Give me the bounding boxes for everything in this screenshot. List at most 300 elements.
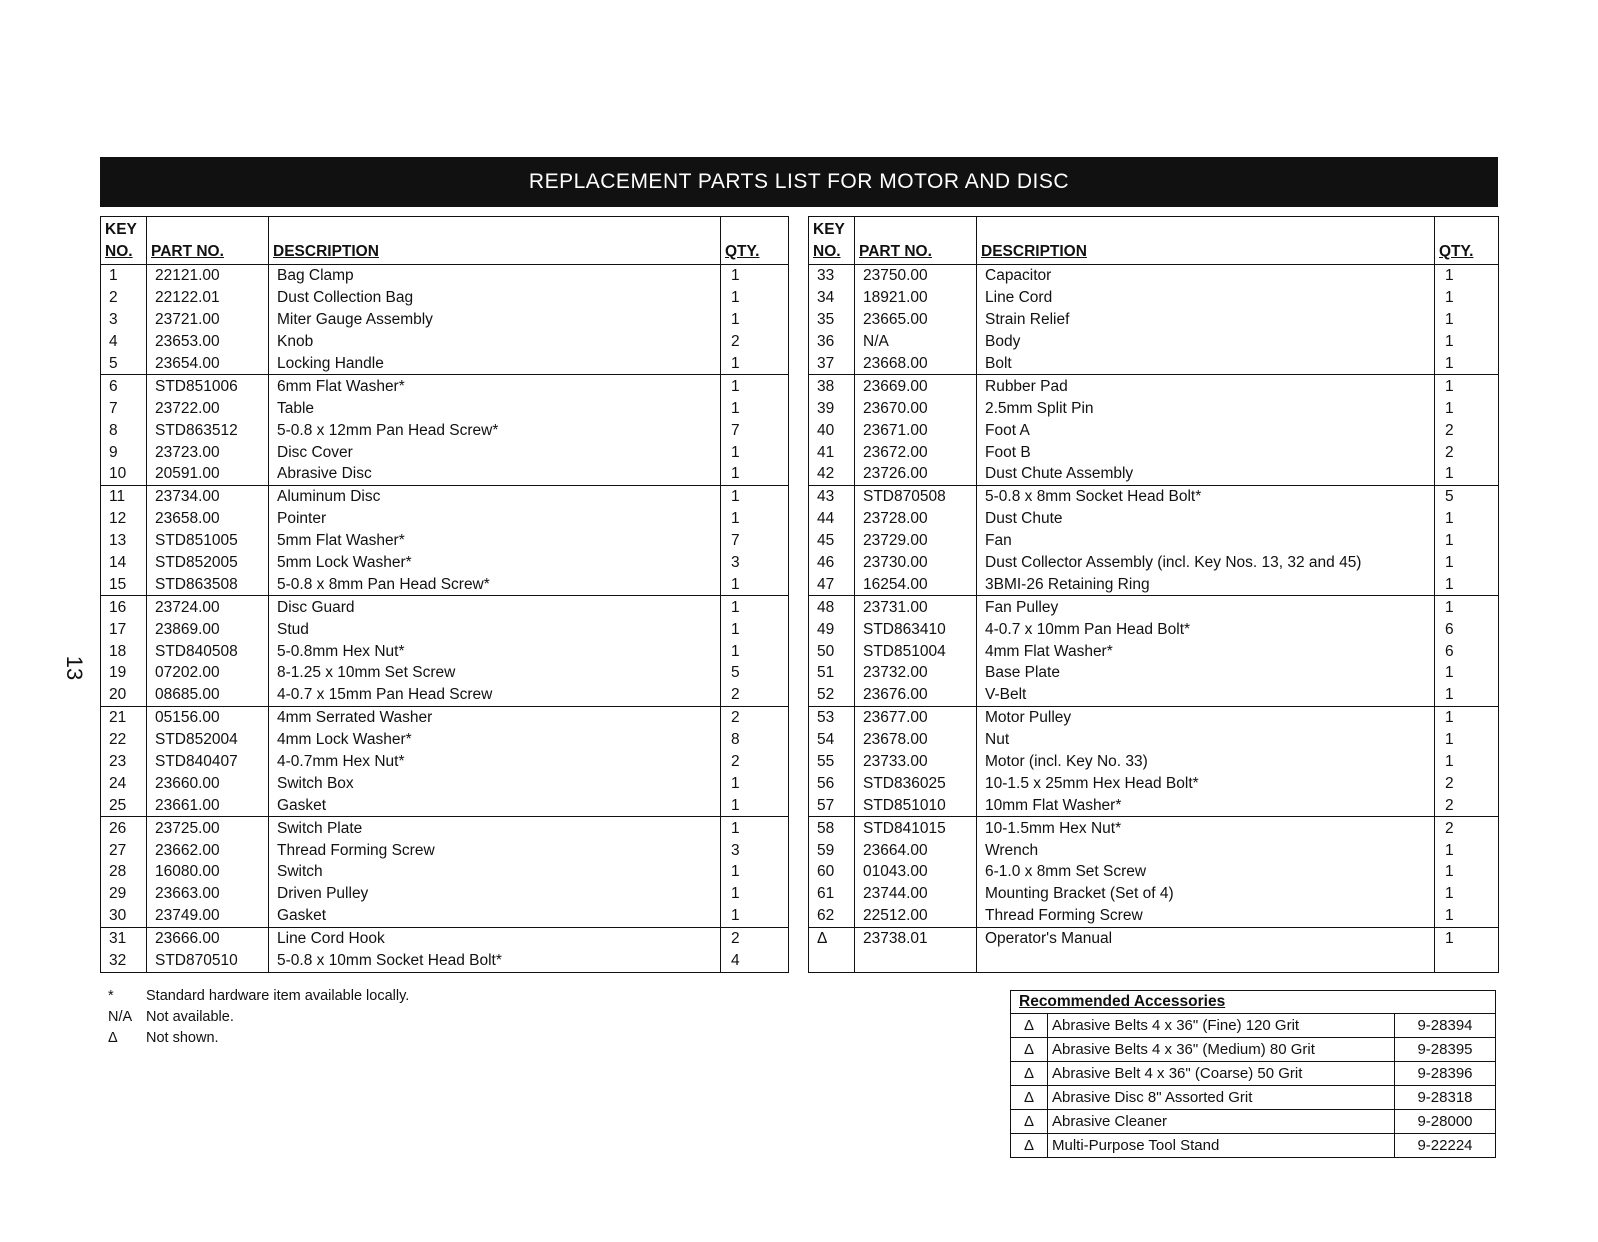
qty-cell: 1 [1435,552,1499,574]
qty-cell: 1 [721,508,789,530]
part-no-cell: 23678.00 [855,729,977,751]
key-cell: 24 [109,774,127,792]
key-cell: 28 [109,863,127,881]
table-row [809,287,1499,309]
key-cell: 60 [817,863,835,881]
description-cell: Bolt [977,353,1435,375]
qty-header: QTY. [1435,217,1499,265]
footnote: Δ Not shown. [108,1030,219,1046]
key-cell: 41 [817,443,835,461]
description-cell: 10-1.5 x 25mm Hex Head Bolt* [977,772,1435,794]
description-cell: 3BMI-26 Retaining Ring [977,573,1435,595]
key-cell: 15 [101,573,147,595]
key-cell: 12 [109,510,127,528]
key-cell: 30 [101,905,147,927]
table-row [101,596,789,618]
description-cell: Motor Pulley [977,706,1435,728]
part-no-cell: 23723.00 [147,441,269,463]
accessory-description: Abrasive Belts 4 x 36" (Fine) 120 Grit [1048,1014,1395,1038]
table-row [809,684,1499,706]
key-cell: 21 [109,709,127,727]
description-cell: 4-0.7mm Hex Nut* [269,751,721,773]
part-no-cell: 23671.00 [855,419,977,441]
key-cell: 40 [817,421,835,439]
description-cell: 4mm Flat Washer* [977,640,1435,662]
key-cell: 33 [817,267,835,285]
table-row [809,353,1499,375]
part-no-cell: 23653.00 [147,331,269,353]
qty-cell: 1 [1435,375,1499,397]
part-no-cell: N/A [855,331,977,353]
description-cell: Switch [269,861,721,883]
qty-cell: 1 [1435,573,1499,595]
part-no-cell: 23738.01 [855,927,977,949]
table-row [101,662,789,684]
qty-cell: 1 [721,265,789,287]
qty-cell: 1 [721,375,789,397]
part-no-cell: 23749.00 [147,905,269,927]
description-cell: 2.5mm Split Pin [977,397,1435,419]
table-row [101,905,789,927]
key-cell: 13 [109,532,127,550]
description-cell: 10-1.5mm Hex Nut* [977,817,1435,839]
description-cell: 5mm Lock Washer* [269,552,721,574]
qty-cell: 1 [721,817,789,839]
table-row [809,927,1499,949]
qty-cell: 1 [721,441,789,463]
accessory-description: Abrasive Belt 4 x 36" (Coarse) 50 Grit [1048,1062,1395,1086]
table-row [809,573,1499,595]
table-row [101,618,789,640]
description-cell: Pointer [269,508,721,530]
key-cell: 37 [809,353,855,375]
description-cell: V-Belt [977,684,1435,706]
key-cell: 25 [101,794,147,816]
description-cell: Disc Cover [269,441,721,463]
part-no-cell: STD870510 [147,950,269,972]
page-title: REPLACEMENT PARTS LIST FOR MOTOR AND DISC [528,170,1070,193]
key-cell: 16 [109,598,127,616]
qty-cell: 1 [721,309,789,331]
qty-cell: 1 [1435,905,1499,927]
accessory-description: Abrasive Cleaner [1048,1110,1395,1134]
qty-cell: 2 [721,684,789,706]
table-row [101,927,789,949]
part-no-header: PART NO. [147,217,269,265]
accessory-row [1011,1014,1496,1038]
part-no-cell: 23662.00 [147,839,269,861]
qty-cell: 1 [1435,861,1499,883]
not-shown-symbol: Δ [1011,1086,1048,1110]
description-cell: Gasket [269,905,721,927]
description-cell: Disc Guard [269,596,721,618]
key-no-header: KEY NO. [809,217,855,265]
accessory-part-number: 9-28318 [1395,1086,1496,1110]
table-row [809,397,1499,419]
description-cell: Foot A [977,419,1435,441]
qty-cell: 1 [1435,353,1499,375]
description-cell: 5-0.8 x 8mm Pan Head Screw* [269,573,721,595]
description-cell: Table [269,397,721,419]
part-no-cell: 23676.00 [855,684,977,706]
part-no-cell: STD863410 [855,618,977,640]
qty-cell: 1 [1435,751,1499,773]
qty-cell: 1 [721,905,789,927]
key-cell: 22 [109,731,127,749]
key-cell: 57 [809,794,855,816]
description-cell: Locking Handle [269,353,721,375]
qty-cell: 1 [721,596,789,618]
table-row [101,552,789,574]
qty-cell: 1 [721,640,789,662]
qty-cell: 2 [721,331,789,353]
description-cell: Fan Pulley [977,596,1435,618]
table-row [101,751,789,773]
description-cell: 4-0.7 x 15mm Pan Head Screw [269,684,721,706]
description-cell: 4-0.7 x 10mm Pan Head Bolt* [977,618,1435,640]
qty-cell [1435,950,1499,972]
key-cell: 34 [817,289,835,307]
part-no-cell: 23666.00 [147,927,269,949]
page-number: 13 [62,655,88,681]
qty-cell: 1 [721,463,789,485]
description-cell: Miter Gauge Assembly [269,309,721,331]
part-no-cell: 23661.00 [147,794,269,816]
key-cell: 43 [817,488,835,506]
qty-cell: 1 [721,883,789,905]
part-no-cell: 23660.00 [147,772,269,794]
table-row [101,794,789,816]
table-row [101,397,789,419]
qty-cell: 1 [1435,331,1499,353]
description-cell: 4mm Lock Washer* [269,729,721,751]
key-cell: 8 [109,421,118,439]
table-row [809,839,1499,861]
qty-cell: 1 [1435,706,1499,728]
accessory-part-number: 9-28394 [1395,1014,1496,1038]
part-no-cell: STD841015 [855,817,977,839]
qty-cell: 1 [1435,265,1499,287]
qty-cell: 2 [721,706,789,728]
table-row [809,331,1499,353]
description-cell: 10mm Flat Washer* [977,794,1435,816]
key-cell: 20 [101,684,147,706]
key-cell: 46 [817,554,835,572]
key-cell: 62 [809,905,855,927]
description-cell: Base Plate [977,662,1435,684]
part-no-cell: 23730.00 [855,552,977,574]
table-row [101,684,789,706]
key-cell: 53 [817,709,835,727]
part-no-cell: 20591.00 [147,463,269,485]
part-no-cell: 23663.00 [147,883,269,905]
parts-table-left [100,216,789,973]
table-row [809,794,1499,816]
part-no-cell: 23733.00 [855,751,977,773]
description-cell: Stud [269,618,721,640]
table-row [809,530,1499,552]
description-cell: Bag Clamp [269,265,721,287]
table-row [809,419,1499,441]
table-row [101,839,789,861]
qty-cell: 2 [1435,817,1499,839]
part-no-cell: STD870508 [855,485,977,507]
key-cell: 26 [109,819,127,837]
description-cell: Switch Box [269,772,721,794]
qty-cell: 1 [721,397,789,419]
description-cell: 5-0.8 x 8mm Socket Head Bolt* [977,485,1435,507]
description-cell: Operator's Manual [977,927,1435,949]
part-no-cell: 23722.00 [147,397,269,419]
qty-cell: 1 [1435,397,1499,419]
description-cell: Strain Relief [977,309,1435,331]
key-cell: 36 [817,333,835,351]
description-cell: Body [977,331,1435,353]
part-no-cell: 16254.00 [855,573,977,595]
key-cell: 3 [109,311,118,329]
description-cell: Wrench [977,839,1435,861]
key-no-header: KEY NO. [101,217,147,265]
qty-cell: 1 [1435,684,1499,706]
part-no-cell: 23658.00 [147,508,269,530]
table-row [101,530,789,552]
parts-table-right [808,216,1499,973]
part-no-cell: 08685.00 [147,684,269,706]
part-no-cell: STD851010 [855,794,977,816]
table-row [809,861,1499,883]
qty-cell: 2 [1435,419,1499,441]
table-row [101,640,789,662]
key-cell: 1 [109,267,118,285]
key-cell: 29 [109,885,127,903]
table-row [101,573,789,595]
key-cell: 2 [109,289,118,307]
qty-cell: 1 [721,794,789,816]
part-no-cell: 23744.00 [855,883,977,905]
qty-cell: 6 [1435,618,1499,640]
key-cell: 39 [817,399,835,417]
description-cell: Rubber Pad [977,375,1435,397]
description-cell: 5-0.8 x 10mm Socket Head Bolt* [269,950,721,972]
qty-cell: 1 [1435,287,1499,309]
description-cell: Dust Chute Assembly [977,463,1435,485]
part-no-cell: STD852005 [147,552,269,574]
accessory-row [1011,1134,1496,1158]
table-row [809,485,1499,507]
part-no-cell: STD851004 [855,640,977,662]
qty-cell: 1 [1435,839,1499,861]
table-row [101,287,789,309]
description-cell: Nut [977,729,1435,751]
part-no-cell: 23672.00 [855,441,977,463]
table-row [101,817,789,839]
part-no-cell: 22121.00 [147,265,269,287]
table-row [809,463,1499,485]
description-cell: Foot B [977,441,1435,463]
key-cell: 38 [817,377,835,395]
table-row [101,419,789,441]
key-cell: 35 [817,311,835,329]
part-no-cell: 23654.00 [147,353,269,375]
accessory-description: Abrasive Disc 8" Assorted Grit [1048,1086,1395,1110]
table-row [101,706,789,728]
table-row [809,729,1499,751]
key-cell: 52 [809,684,855,706]
part-no-cell: 22512.00 [855,905,977,927]
part-no-cell: 23734.00 [147,485,269,507]
qty-cell: 1 [1435,463,1499,485]
table-row [809,265,1499,287]
accessory-row [1011,1038,1496,1062]
table-row [101,463,789,485]
qty-cell: 1 [1435,729,1499,751]
description-cell: Dust Collector Assembly (incl. Key Nos. 13, 32 and 45) [977,552,1435,574]
key-cell: 42 [809,463,855,485]
accessory-description: Multi-Purpose Tool Stand [1048,1134,1395,1158]
part-no-cell: STD863512 [147,419,269,441]
part-no-cell: STD851005 [147,530,269,552]
qty-cell: 3 [721,839,789,861]
part-no-cell: 23724.00 [147,596,269,618]
part-no-cell: STD840508 [147,640,269,662]
key-cell: 31 [109,930,127,948]
key-cell [809,950,855,972]
description-cell: Capacitor [977,265,1435,287]
part-no-cell: 23670.00 [855,397,977,419]
table-row [809,817,1499,839]
qty-cell: 1 [721,573,789,595]
key-cell: 17 [109,620,127,638]
part-no-cell: 23869.00 [147,618,269,640]
key-cell: 11 [109,488,126,506]
part-no-cell: 22122.01 [147,287,269,309]
qty-cell: 2 [721,927,789,949]
key-cell: 19 [109,664,127,682]
part-no-cell: 05156.00 [147,706,269,728]
table-row [809,883,1499,905]
part-no-cell: STD836025 [855,772,977,794]
key-cell: 6 [109,377,118,395]
part-no-cell: 23664.00 [855,839,977,861]
table-header [809,217,1499,265]
table-row [101,353,789,375]
qty-cell: 5 [721,662,789,684]
description-cell: 5mm Flat Washer* [269,530,721,552]
part-no-cell: 23669.00 [855,375,977,397]
not-shown-symbol: Δ [1011,1110,1048,1134]
description-cell: 6-1.0 x 8mm Set Screw [977,861,1435,883]
not-shown-symbol: Δ [1011,1038,1048,1062]
qty-cell: 1 [721,618,789,640]
accessory-row [1011,1086,1496,1110]
key-cell: 50 [817,642,835,660]
accessory-description: Abrasive Belts 4 x 36" (Medium) 80 Grit [1048,1038,1395,1062]
key-cell: 58 [817,819,835,837]
key-cell: 14 [109,554,127,572]
part-no-cell: STD863508 [147,573,269,595]
key-cell: 54 [817,731,835,749]
key-cell: 7 [109,399,118,417]
qty-header: QTY. [721,217,789,265]
key-cell: 45 [817,532,835,550]
description-cell: Line Cord [977,287,1435,309]
qty-cell: 1 [1435,927,1499,949]
table-row [101,309,789,331]
part-no-cell: 07202.00 [147,662,269,684]
accessory-part-number: 9-22224 [1395,1134,1496,1158]
key-cell: 49 [817,620,835,638]
qty-cell: 7 [721,530,789,552]
key-cell: 44 [817,510,835,528]
qty-cell: 5 [1435,485,1499,507]
key-cell: 56 [817,774,835,792]
part-no-cell: 01043.00 [855,861,977,883]
footnotes [108,986,409,1049]
table-row [809,772,1499,794]
key-cell: 55 [817,753,835,771]
qty-cell: 1 [1435,508,1499,530]
key-cell: 5 [101,353,147,375]
part-no-cell [855,950,977,972]
qty-cell: 1 [1435,662,1499,684]
accessory-part-number: 9-28396 [1395,1062,1496,1086]
qty-cell: 8 [721,729,789,751]
not-shown-symbol: Δ [1011,1062,1048,1086]
table-row [101,265,789,287]
qty-cell: 7 [721,419,789,441]
table-row [809,618,1499,640]
description-cell: Knob [269,331,721,353]
table-row [809,662,1499,684]
qty-cell: 1 [721,772,789,794]
description-cell: Driven Pulley [269,883,721,905]
table-row [101,485,789,507]
description-cell: Abrasive Disc [269,463,721,485]
description-cell: Dust Collection Bag [269,287,721,309]
not-shown-symbol: Δ [1011,1134,1048,1158]
table-row [809,596,1499,618]
qty-cell: 3 [721,552,789,574]
table-row [809,441,1499,463]
table-row [809,950,1499,972]
qty-cell: 1 [721,861,789,883]
table-row [809,905,1499,927]
qty-cell: 1 [1435,883,1499,905]
key-cell: 51 [817,664,835,682]
key-cell: Δ [817,930,828,948]
table-row [809,640,1499,662]
key-cell: 32 [109,952,127,970]
part-no-cell: 16080.00 [147,861,269,883]
footnote: N/A Not available. [108,1009,234,1025]
table-row [101,950,789,972]
qty-cell: 1 [1435,596,1499,618]
table-row [809,508,1499,530]
part-no-cell: 23732.00 [855,662,977,684]
description-header: DESCRIPTION [269,217,721,265]
key-cell: 18 [109,642,127,660]
description-cell: 5-0.8 x 12mm Pan Head Screw* [269,419,721,441]
qty-cell: 1 [721,485,789,507]
part-no-cell: STD852004 [147,729,269,751]
description-cell: Switch Plate [269,817,721,839]
part-no-cell: 23725.00 [147,817,269,839]
qty-cell: 2 [721,751,789,773]
qty-cell: 2 [1435,794,1499,816]
table-row [101,331,789,353]
qty-cell: 4 [721,950,789,972]
qty-cell: 1 [721,353,789,375]
